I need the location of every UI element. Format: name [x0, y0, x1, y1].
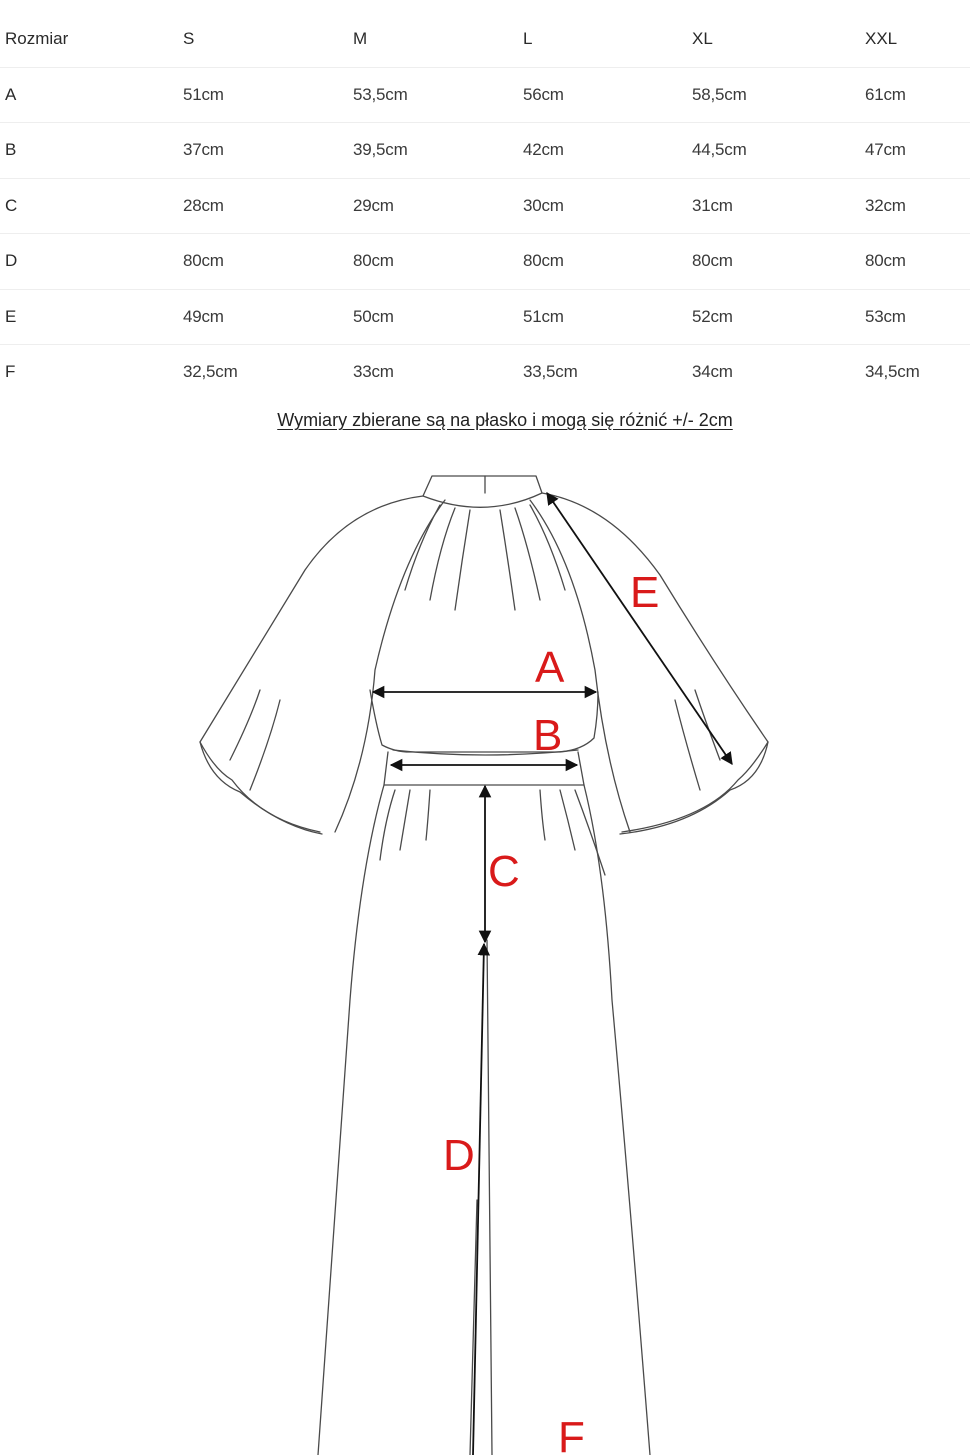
table-cell: 50cm [348, 289, 518, 345]
table-cell: 29cm [348, 178, 518, 234]
table-cell: 42cm [518, 123, 687, 179]
measurement-note: Wymiary zbierane są na płasko i mogą się różnić +/- 2cm [277, 410, 733, 430]
header-xxl: XXL [860, 12, 970, 67]
table-cell: 32,5cm [183, 362, 238, 382]
table-cell: 44,5cm [687, 123, 860, 179]
table-cell: 31cm [687, 178, 860, 234]
table-cell: 34cm [692, 362, 733, 382]
header-size: Rozmiar [0, 12, 178, 67]
table-cell: 49cm [178, 289, 348, 345]
header-s: S [178, 12, 348, 67]
table-cell: 32cm [860, 178, 970, 234]
label-e: E [630, 568, 660, 617]
table-cell: 52cm [687, 289, 860, 345]
table-cell: 51cm [518, 289, 687, 345]
table-cell: 34,5cm [865, 362, 920, 382]
table-cell: 30cm [518, 178, 687, 234]
table-cell: 47cm [860, 123, 970, 179]
table-cell: 56cm [518, 67, 687, 123]
table-cell: 58,5cm [687, 67, 860, 123]
row-label: E [0, 289, 178, 345]
table-cell: 33cm [353, 362, 394, 382]
header-m: M [348, 12, 518, 67]
header-l: L [518, 12, 687, 67]
table-cell: 53cm [860, 289, 970, 345]
row-label: B [0, 123, 178, 179]
measurement-arrows [373, 493, 732, 1455]
table-cell: 28cm [178, 178, 348, 234]
table-cell: 51cm [178, 67, 348, 123]
label-c: C [488, 847, 520, 896]
row-label: A [0, 67, 178, 123]
table-cell: 37cm [178, 123, 348, 179]
label-b: B [533, 711, 563, 760]
table-cell: 61cm [860, 67, 970, 123]
table-cell: 39,5cm [348, 123, 518, 179]
row-label: D [0, 234, 178, 290]
row-label: F [5, 362, 16, 382]
table-cell: 80cm [348, 234, 518, 290]
label-a: A [535, 643, 565, 692]
arrow-d [473, 944, 484, 1455]
row-label: C [0, 178, 178, 234]
label-d: D [443, 1131, 475, 1180]
label-f: F [558, 1413, 585, 1455]
table-cell: 33,5cm [523, 362, 578, 382]
table-cell: 53,5cm [348, 67, 518, 123]
header-xl: XL [687, 12, 860, 67]
table-cell: 80cm [860, 234, 970, 290]
table-cell: 80cm [178, 234, 348, 290]
arrow-e [547, 493, 732, 764]
table-cell: 80cm [518, 234, 687, 290]
table-cell: 80cm [687, 234, 860, 290]
